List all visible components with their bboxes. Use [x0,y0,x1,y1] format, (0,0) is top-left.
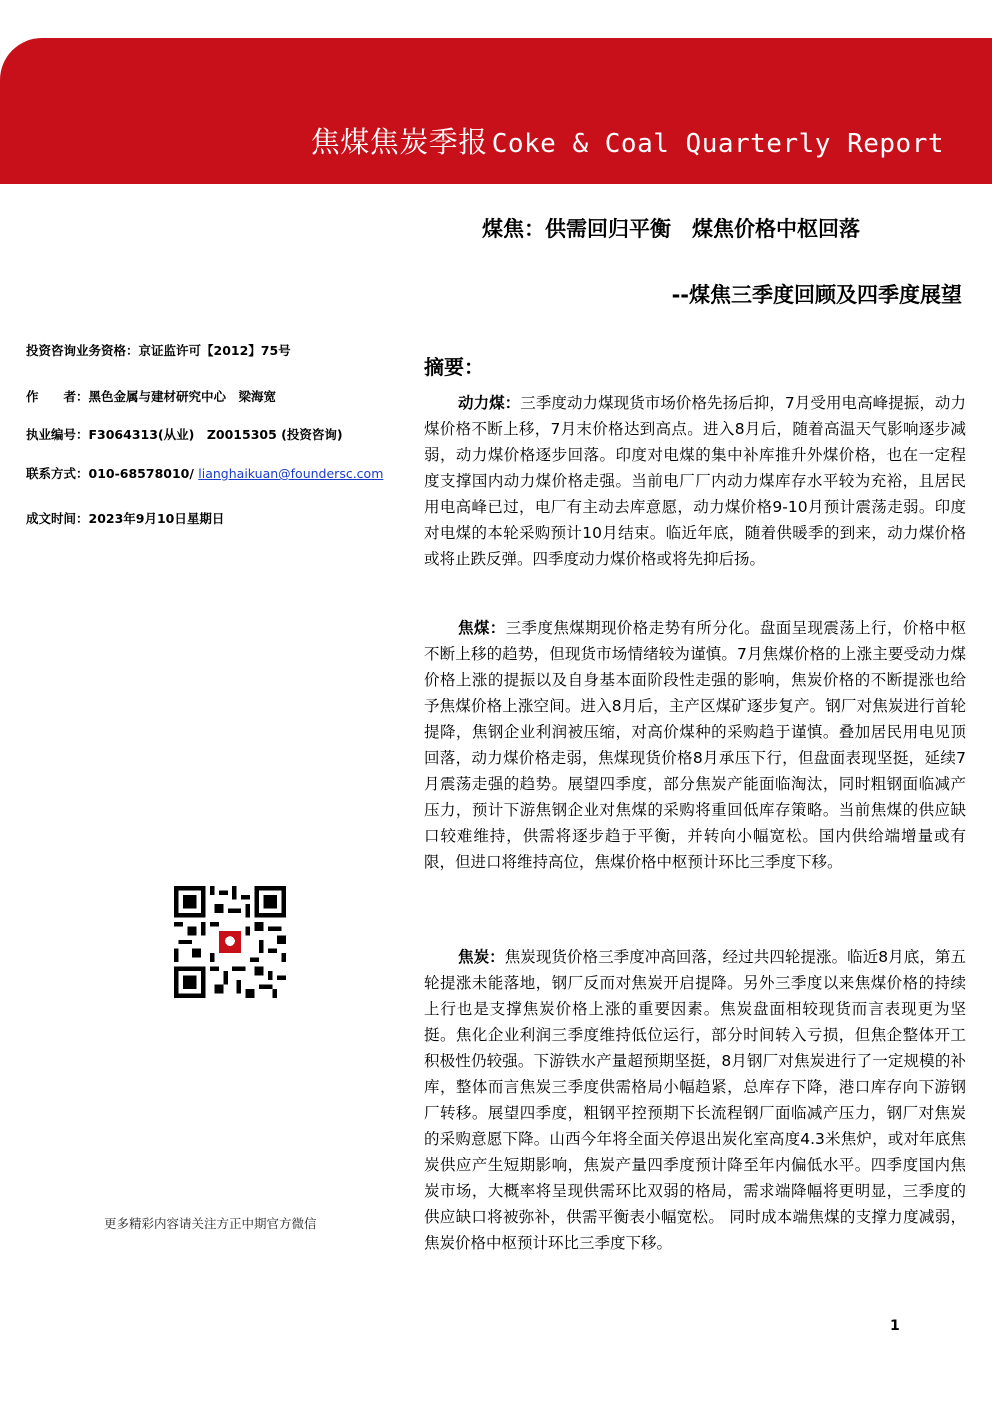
summary-paragraph-coking-coal [424,615,966,875]
header-banner [0,38,992,184]
summary-paragraph-coke [424,944,966,1256]
author-info: 作 者：黑色金属与建材研究中心 梁海宽 [26,389,277,404]
series-title-en: Coke & Coal Quarterly Report [491,129,944,159]
report-subtitle: --煤焦三季度回顾及四季度展望 [671,283,962,307]
cert-info: 执业编号：F3064313(从业) Z0015305 (投资咨询) [26,427,343,442]
paragraph-text: 三季度焦煤期现价格走势有所分化。盘面呈现震荡上行，价格中枢不断上移的趋势，但现货市场情绪较为谨慎。7月焦煤价格的上涨主要受动力煤价格上涨的提振以及自身基本面阶段性走强的影响，焦炭价格的不断提涨也给予焦煤价格上涨空间。进入8月后，主产区煤矿逐步复产。钢厂对焦炭进行首轮提降，焦钢企业利润被压缩，对高价煤种的采购趋于谨慎。叠加居民用电见顶回落，动力煤价格走弱，焦煤现货价格8月承压下行，但盘面表现坚挺，延续7月震荡走强的趋势。展望四季度，部分焦炭产能面临淘汰，同时粗钢面临减产压力，预计下游焦钢企业对焦煤的采购将重回低库存策略。当前焦煤的供应缺口较难维持，供需将逐步趋于平衡，并转向小幅宽松。国内供给端增量或有限，但进口将维持高位，焦煤价格中枢预计环比三季度下移。 [424,619,966,871]
summary-heading: 摘要： [424,355,484,379]
paragraph-lead: 焦煤： [458,619,506,637]
report-title: 煤焦：供需回归平衡 煤焦价格中枢回落 [482,217,860,241]
contact-label: 联系方式：010-68578010/ [26,466,199,481]
summary-paragraph-thermal-coal [424,390,966,572]
date-info: 成文时间：2023年9月10日星期日 [26,511,225,526]
qr-code [174,886,286,998]
paragraph-lead: 动力煤： [458,394,521,412]
report-series-title [311,120,944,161]
contact-email-link[interactable]: lianghaikuan@foundersc.com [198,466,384,481]
paragraph-text: 三季度动力煤现货市场价格先扬后抑，7月受用电高峰提振，动力煤价格不断上移，7月末价格达到高点。进入8月后，随着高温天气影响逐步减弱，动力煤价格逐步回落。印度对电煤的集中补库推升外煤价格，也在一定程度支撑国内动力煤价格走强。当前电厂厂内动力煤库存水平较为充裕，且居民用电高峰已过，电厂有主动去库意愿，动力煤价格9-10月预计震荡走弱。印度对电煤的本轮采购预计10月结束。临近年底，随着供暖季的到来，动力煤价格或将止跌反弹。四季度动力煤价格或将先抑后扬。 [424,394,966,568]
series-title-cn: 焦煤焦炭季报 [310,125,488,159]
paragraph-text: 焦炭现货价格三季度冲高回落，经过共四轮提涨。临近8月底，第五轮提涨未能落地，钢厂反而对焦炭开启提降。另外三季度以来焦煤价格的持续上行也是支撑焦炭价格上涨的重要因素。焦炭盘面相较现货而言表现更为坚挺。焦化企业利润三季度维持低位运行，部分时间转入亏损，但焦企整体开工积极性仍较强。下游铁水产量超预期坚挺，8月钢厂对焦炭进行了一定规模的补库，整体而言焦炭三季度供需格局小幅趋紧，总库存下降，港口库存向下游钢厂转移。展望四季度，粗钢平控预期下长流程钢厂面临减产压力，钢厂对焦炭的采购意愿下降。山西今年将全面关停退出炭化室高度4.3米焦炉，或对年底焦炭供应产生短期影响，焦炭产量四季度预计降至年内偏低水平。四季度国内焦炭市场，大概率将呈现供需环比双弱的格局，需求端降幅将更明显，三季度的供应缺口将被弥补，供需平衡表小幅宽松。 同时成本端焦煤的支撑力度减弱，焦炭价格中枢预计环比三季度下移。 [424,948,966,1252]
qr-caption: 更多精彩内容请关注方正中期官方微信 [104,1216,317,1231]
license-info: 投资咨询业务资格：京证监许可【2012】75号 [26,343,291,358]
page-number: 1 [890,1318,900,1334]
contact-info [26,464,383,482]
paragraph-lead: 焦炭： [458,948,505,966]
